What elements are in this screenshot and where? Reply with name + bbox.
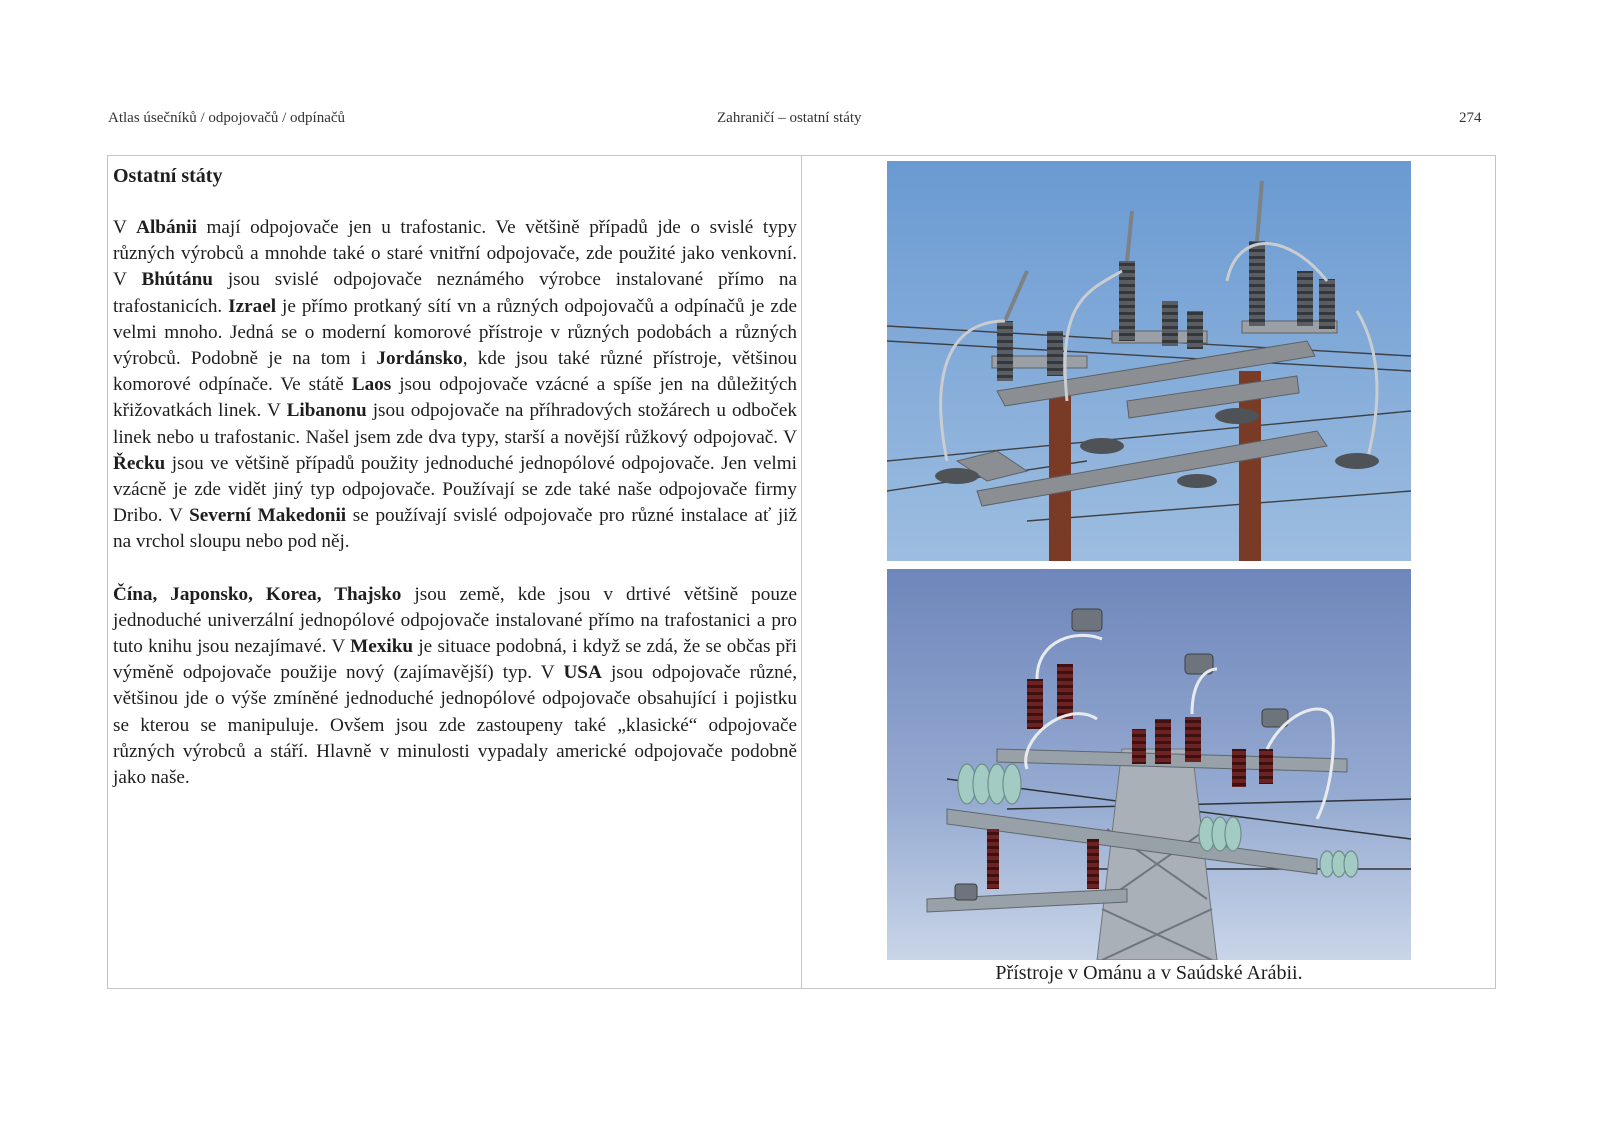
column-divider [801, 155, 802, 989]
country-name: USA [563, 662, 602, 684]
country-name: Jordánsko [376, 348, 463, 370]
country-name: Čína, Japonsko, Korea, Thajsko [113, 583, 402, 605]
paragraph-text: je přímo protkaný sítí vn a různých odpojovačů a odpínačů je zde velmi mnoho. Jedná se o moderní komorové přístroje v různých podobách a různých výrobců. Podobně je na tom i [113, 295, 797, 370]
paragraph-text: jsou ve většině případů použity jednoduché jednopólové odpojovače. Jen velmi vzácně je zde vidět jiný typ odpojovače. Používají se zde také naše odpojovače firmy Dribo. V [113, 452, 797, 527]
paragraph-text: je situace podobná, i když se zdá, že se občas při výměně odpojovače použije nový (zajímavější) typ. V [113, 636, 797, 684]
paragraph-text: V [113, 217, 137, 238]
article-text-column [113, 163, 797, 817]
figure-caption: Přístroje v Ománu a v Saúdské Arábii. [995, 962, 1303, 984]
paragraph-text: jsou země, kde jsou v drtivé většině pouze jednoduché univerzální jednopólové odpojovače instalované přímo na trafostanici a pro tuto knihu jsou nezajímavé. V [113, 583, 797, 658]
paragraph-text: mají odpojovače jen u trafostanic. Ve většině případů jde o svislé typy různých výrobců a mnohde také o staré vnitřní odpojovače, zde použité jako venkovní. V [113, 217, 797, 291]
country-name: Mexiku [350, 636, 414, 658]
paragraph-text: jsou odpojovače vzácné a spíše jen na důležitých křižovatkách linek. V [113, 374, 797, 422]
paragraph-text: jsou odpojovače na příhradových stožárech u odboček linek nebo u trafostanic. Našel jsem zde dva typy, starší a novější růžkový odpojovač. V [113, 400, 797, 448]
article-paragraph [113, 215, 797, 556]
country-name: Laos [351, 374, 392, 396]
country-name: Řecku [113, 452, 166, 474]
photo-oman-svg [887, 161, 1411, 561]
photo-saudi-svg [887, 569, 1411, 960]
paragraph-text: jsou svislé odpojovače neznámého výrobce instalované přímo na trafostanicích. [113, 269, 798, 317]
article-paragraph [113, 582, 797, 792]
country-name: Severní Makedonii [189, 505, 347, 527]
country-name: Izrael [228, 295, 277, 317]
photo-oman-disconnectors [887, 161, 1411, 561]
country-name: Bhútánu [141, 269, 213, 291]
country-name: Albánii [136, 217, 197, 238]
paragraph-text: jsou odpojovače různé, většinou jde o výše zmíněné jednoduché jednopólové odpojovače obsahující i pojistku se kterou se manipuluje. Ovšem jsou zde zastoupeny také „klasické“ odpojovače různých výrobců a stáří. Hlavně v minulosti vypadaly americké odpojovače podobně jako naše. [113, 662, 797, 789]
running-header-title: Atlas úsečníků / odpojovačů / odpínačů [108, 110, 346, 126]
page-number: 274 [1459, 110, 1482, 126]
article-title: Ostatní státy [113, 165, 223, 187]
photo-saudi-disconnectors [887, 569, 1411, 960]
paragraph-text: se používají svislé odpojovače pro různé instalace ať již na vrchol sloupu nebo pod něj. [113, 505, 798, 553]
country-name: Libanonu [286, 400, 367, 422]
paragraph-text: , kde jsou také různé přístroje, většinou komorové odpínače. Ve státě [113, 348, 797, 396]
running-header-section: Zahraničí – ostatní státy [717, 110, 862, 126]
